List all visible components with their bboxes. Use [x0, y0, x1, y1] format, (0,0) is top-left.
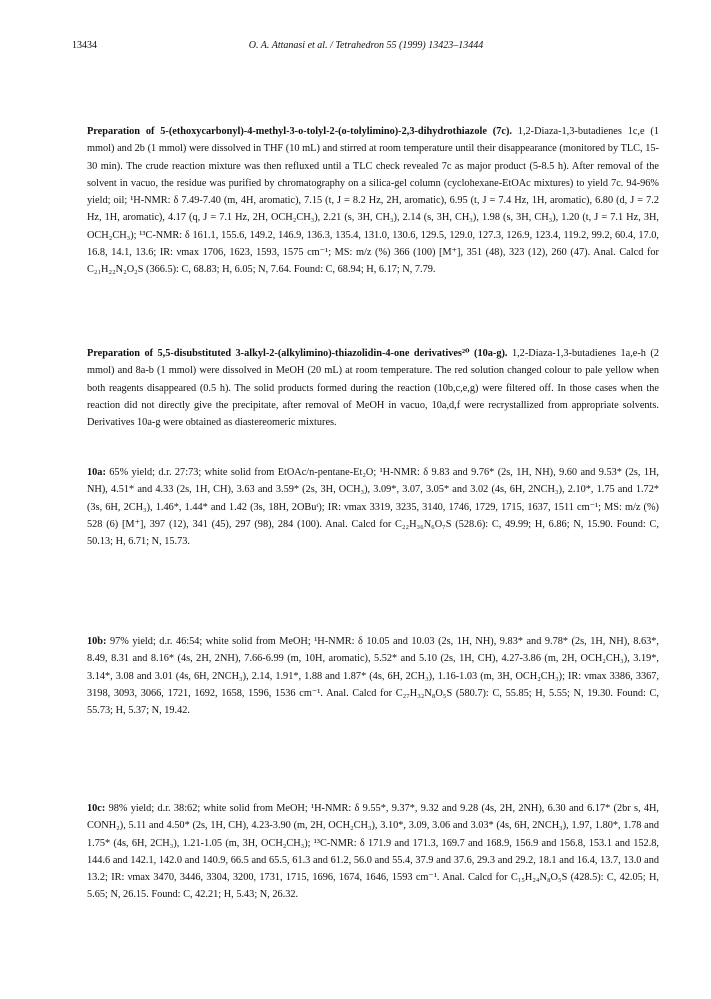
paragraph-body: 97% yield; d.r. 46:54; white solid from MeOH; ¹H-NMR: δ 10.05 and 10.03 (2s, 1H, NH), 9.83* and 9.78* (2s, 1H, NH), 8.63*, 8.49, 8.31 and 8.16* (4s, 2H, 2NH), 7.66-6.99 (m, 10H, aromatic), 5.52* and 5.10 (2s, 1H, CH), 4.27-3.86 (m, 2H, OCH₂CH₃), 3.19*, 3.14*, 3.08 and 3.01 (4s, 6H, 2NCH₃), 2.14, 1.91*, 1.88 and 1.87* (4s, 6H, 2CH₃), 1.16-1.03 (m, 3H, OCH₂CH₃); IR: νmax 3386, 3367, 3198, 3093, 3066, 1721, 1692, 1658, 1596, 1536 cm⁻¹. Anal. Calcd for C₂₇H₃₂N₈O₅S (580.7): C, 55.85; H, 5.55; N, 19.30. Found: C, 55.73; H, 5.37; N, 19.42. [87, 636, 659, 717]
running-title: O. A. Attanasi et al. / Tetrahedron 55 (1999) 13423–13444 [248, 40, 484, 51]
paragraph-10c [87, 800, 659, 904]
paragraph-body: 98% yield; d.r. 38:62; white solid from MeOH; ¹H-NMR: δ 9.55*, 9.37*, 9.32 and 9.28 (4s, 2H, 2NH), 6.30 and 6.17* (2br s, 4H, CONH₂), 5.11 and 4.50* (2s, 1H, CH), 4.23-3.90 (m, 2H, OCH₂CH₃), 3.10*, 3.09, 3.06 and 3.03* (4s, 6H, 2NCH₃), 1.97, 1.80*, 1.78 and 1.75* (4s, 6H, 2CH₃), 1.21-1.05 (m, 3H, OCH₂CH₃); ¹³C-NMR: δ 171.9 and 171.3, 169.7 and 168.9, 156.9 and 156.8, 153.1 and 152.8, 144.6 and 142.1, 142.0 and 140.9, 66.5 and 65.5, 61.3 and 61.2, 56.0 and 55.4, 37.9 and 37.6, 29.3 and 29.2, 18.1 and 16.4, 13.7, 13.0 and 13.2; IR: νmax 3470, 3446, 3304, 3200, 1731, 1715, 1696, 1674, 1646, 1593 cm⁻¹. Anal. Calcd for C₁₅H₂₄N₈O₅S (428.5): C, 42.05; H, 5.65; N, 26.15. Found: C, 42.21; H, 5.43; N, 26.32. [87, 803, 659, 901]
page-header [72, 40, 660, 56]
paragraph-10a-g [87, 345, 659, 431]
paragraph-body: 1,2-Diaza-1,3-butadienes 1a,e-h (2 mmol) and 8a-b (1 mmol) were dissolved in MeOH (20 mL) at room temperature. The red solution changed colour to pale yellow when both reagents disappeared (0.5 h). The solid products formed during the reaction (10b,c,e,g) were filtered off. In those cases when the reaction did not directly give the precipitate, after removal of MeOH in vacuo, 10a,d,f were recrystallized from appropriate solvents. Derivatives 10a-g were obtained as diastereomeric mixtures. [87, 348, 659, 429]
compound-label: 10a: [87, 467, 106, 478]
paragraph-body: 65% yield; d.r. 27:73; white solid from EtOAc/n-pentane-Et₂O; ¹H-NMR: δ 9.83 and 9.76* (2s, 1H, NH), 9.60 and 9.53* (2s, 1H, NH), 4.51* and 4.33 (2s, 1H, CH), 3.63 and 3.59* (2s, 3H, OCH₃), 3.09*, 3.07, 3.05* and 3.02 (4s, 6H, 2NCH₃), 2.10*, 1.75 and 1.72* (3s, 6H, 2CH₃), 1.46*, 1.44* and 1.42 (3s, 18H, 2OBuᵗ); IR: νmax 3319, 3235, 3140, 1746, 1729, 1715, 1637, 1511 cm⁻¹; MS: m/z (%) 528 (6) [M⁺], 397 (12), 341 (45), 297 (98), 284 (100). Anal. Calcd for C₂₂H₃₆N₆O₇S (528.6): C, 49.99; H, 6.86; N, 15.90. Found: C, 50.13; H, 6.71; N, 15.73. [87, 467, 659, 548]
page-number: 13434 [72, 40, 97, 51]
paragraph-body: 1,2-Diaza-1,3-butadienes 1c,e (1 mmol) and 2b (1 mmol) were dissolved in THF (10 mL) and stirred at room temperature until their disappearance (monitored by TLC, 15-30 min). The crude reaction mixture was then refluxed until a TLC check revealed 7c as major product (5-8.5 h). After removal of the solvent in vacuo, the residue was purified by chromatography on a silica-gel column (cyclohexane-EtOAc mixtures) to yield 7c. 94-96% yield; oil; ¹H-NMR: δ 7.49-7.40 (m, 4H, aromatic), 7.15 (t, J = 8.2 Hz, 2H, aromatic), 6.95 (t, J = 7.4 Hz, 1H, aromatic), 6.80 (d, J = 7.2 Hz, 1H, aromatic), 4.17 (q, J = 7.1 Hz, 2H, OCH₂CH₃), 2.21 (s, 3H, CH₃), 2.14 (s, 3H, CH₃), 1.98 (s, 3H, CH₃), 1.20 (t, J = 7.1 Hz, 3H, OCH₂CH₃); ¹³C-NMR: δ 161.1, 155.6, 149.2, 146.9, 136.3, 135.4, 131.0, 130.6, 129.5, 129.0, 127.3, 126.9, 123.4, 119.2, 99.2, 60.4, 17.0, 16.8, 14.1, 13.6; IR: νmax 1706, 1623, 1593, 1575 cm⁻¹; MS: m/z (%) 366 (100) [M⁺], 351 (48), 323 (12), 260 (47). Anal. Calcd for C₂₁H₂₂N₂O₂S (366.5): C, 68.83; H, 6.05; N, 7.64. Found: C, 68.94; H, 6.17; N, 7.79. [87, 126, 659, 276]
paragraph-heading: Preparation of 5,5-disubstituted 3-alkyl-2-(alkylimino)-thiazolidin-4-one derivatives²⁰ (10a-g). [87, 348, 508, 359]
paragraph-heading: Preparation of 5-(ethoxycarbonyl)-4-methyl-3-o-tolyl-2-(o-tolylimino)-2,3-dihydrothiazole (7c). [87, 126, 512, 137]
paragraph-10a [87, 464, 659, 550]
compound-label: 10c: [87, 803, 106, 814]
paragraph-10b [87, 633, 659, 719]
compound-label: 10b: [87, 636, 107, 647]
paragraph-7c [87, 123, 659, 279]
